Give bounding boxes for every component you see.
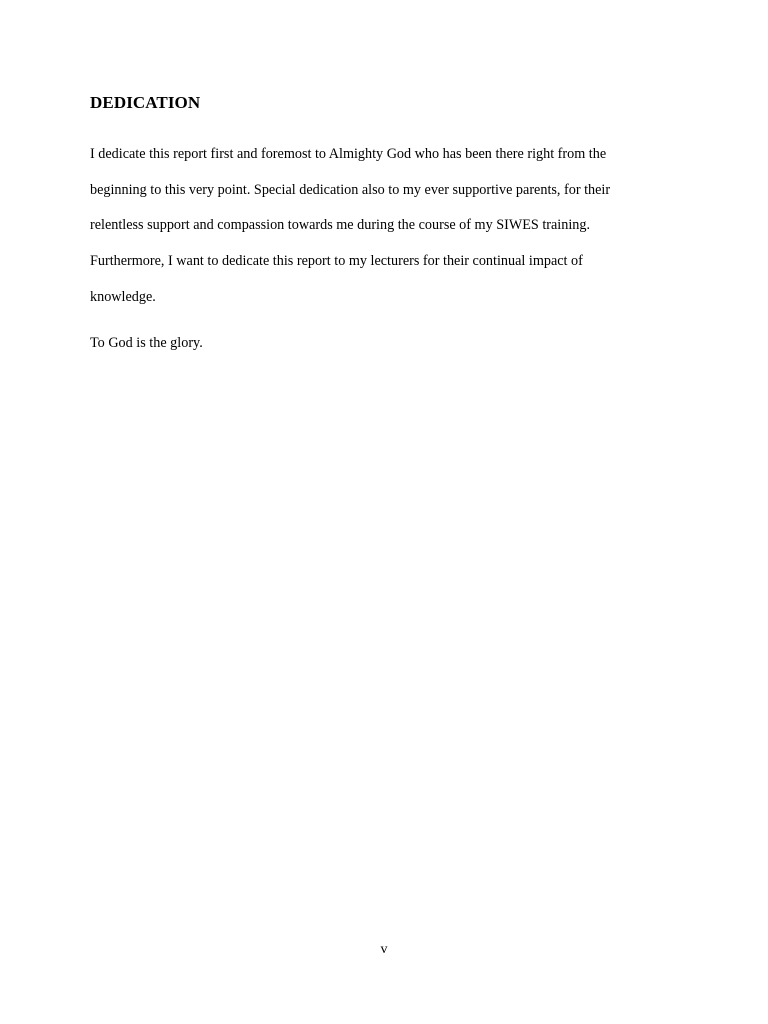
paragraph-line: beginning to this very point. Special dedication also to my ever supportive parents, for their — [90, 182, 611, 198]
paragraph-line: relentless support and compassion towards me during the course of my SIWES training. — [90, 217, 591, 233]
section-heading: DEDICATION — [90, 93, 201, 112]
paragraph-line: Furthermore, I want to dedicate this report to my lecturers for their continual impact of — [90, 253, 583, 269]
page-number: v — [380, 942, 388, 957]
closing-line: To God is the glory. — [90, 335, 203, 351]
paragraph-line: I dedicate this report first and foremost to Almighty God who has been there right from the — [90, 146, 607, 162]
paragraph-line: knowledge. — [90, 289, 156, 305]
